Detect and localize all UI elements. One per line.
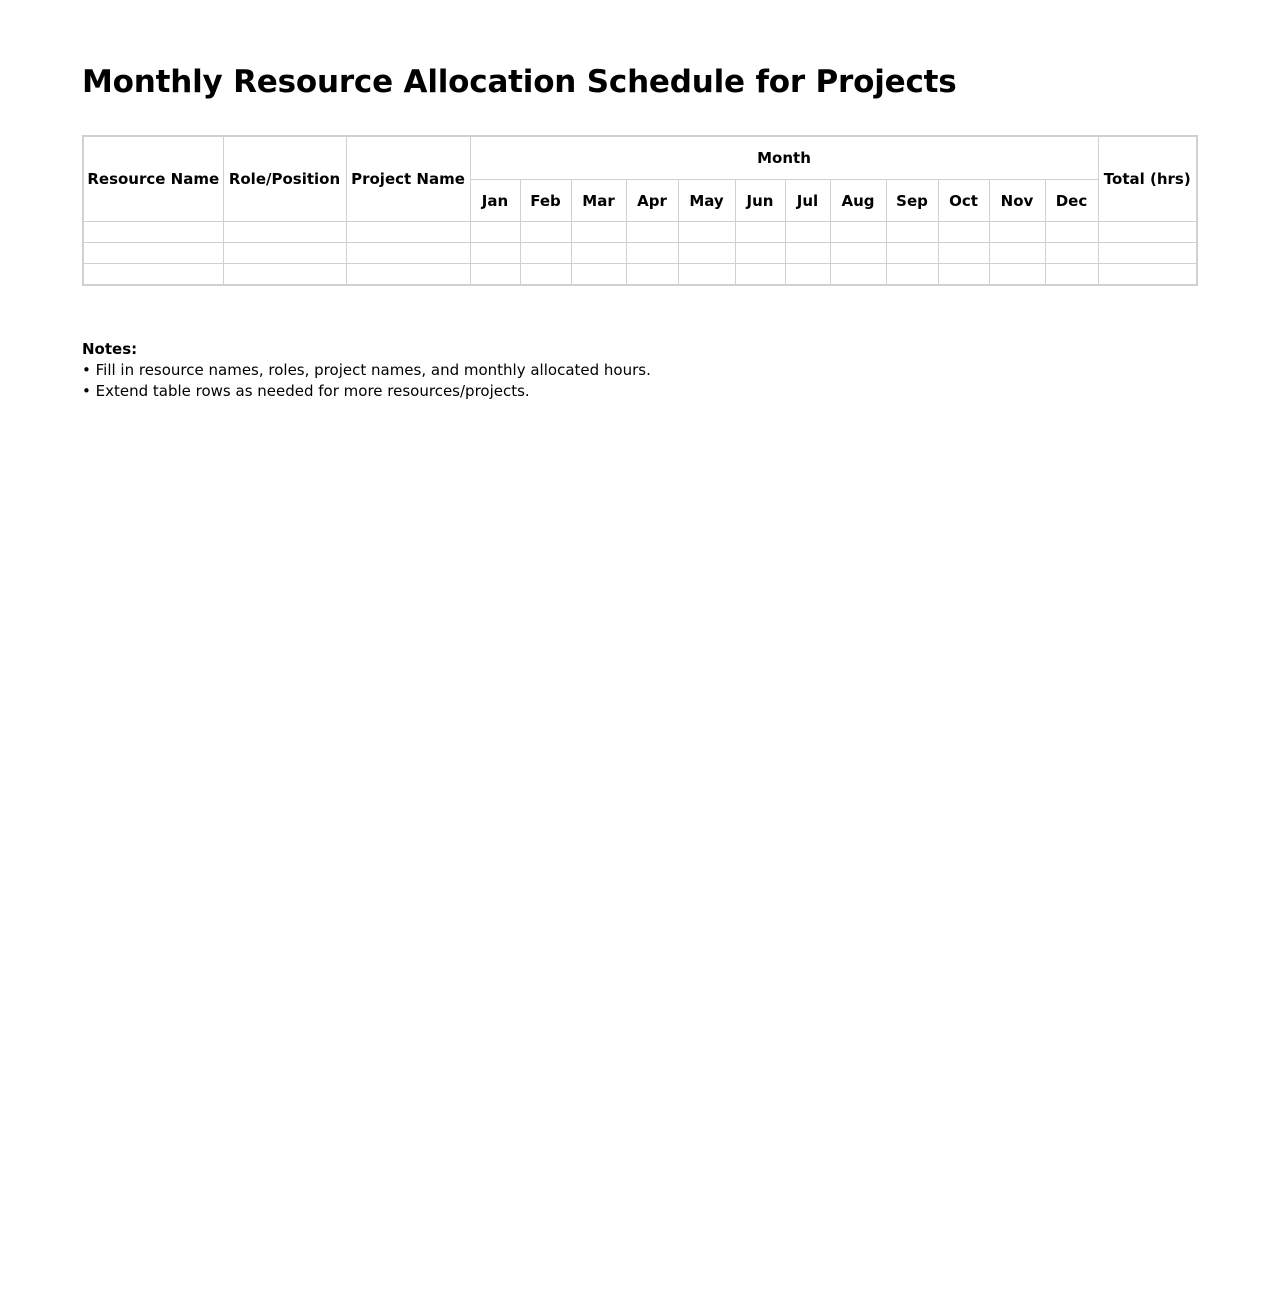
table-cell[interactable] bbox=[938, 222, 989, 243]
table-cell[interactable] bbox=[830, 222, 886, 243]
table-cell[interactable] bbox=[223, 264, 346, 286]
table-cell[interactable] bbox=[1045, 264, 1098, 286]
notes-heading: Notes: bbox=[82, 340, 138, 358]
header-role-position: Role/Position bbox=[223, 136, 346, 222]
table-cell[interactable] bbox=[830, 243, 886, 264]
table-cell[interactable] bbox=[678, 264, 735, 286]
table-cell[interactable] bbox=[571, 243, 626, 264]
header-month-may: May bbox=[678, 180, 735, 222]
table-cell[interactable] bbox=[1098, 222, 1197, 243]
header-resource-name: Resource Name bbox=[83, 136, 223, 222]
table-cell[interactable] bbox=[83, 264, 223, 286]
allocation-table bbox=[82, 135, 1198, 286]
table-cell[interactable] bbox=[626, 264, 678, 286]
header-total-hours: Total (hrs) bbox=[1098, 136, 1197, 222]
table-cell[interactable] bbox=[989, 222, 1045, 243]
header-month-jan: Jan bbox=[470, 180, 520, 222]
table-cell[interactable] bbox=[938, 243, 989, 264]
table-cell[interactable] bbox=[571, 222, 626, 243]
table-cell[interactable] bbox=[223, 243, 346, 264]
header-project-name: Project Name bbox=[346, 136, 470, 222]
header-month-dec: Dec bbox=[1045, 180, 1098, 222]
table-cell[interactable] bbox=[626, 243, 678, 264]
header-month-feb: Feb bbox=[520, 180, 571, 222]
table-cell[interactable] bbox=[938, 264, 989, 286]
header-month-apr: Apr bbox=[626, 180, 678, 222]
table-cell[interactable] bbox=[520, 222, 571, 243]
table-cell[interactable] bbox=[346, 222, 470, 243]
table-cell[interactable] bbox=[886, 243, 938, 264]
note-item: • Fill in resource names, roles, project names, and monthly allocated hours. bbox=[82, 361, 651, 379]
table-cell[interactable] bbox=[678, 243, 735, 264]
header-month-jul: Jul bbox=[785, 180, 830, 222]
table-cell[interactable] bbox=[886, 222, 938, 243]
table-cell[interactable] bbox=[678, 222, 735, 243]
header-month-group: Month bbox=[470, 136, 1098, 180]
header-month-aug: Aug bbox=[830, 180, 886, 222]
table-cell[interactable] bbox=[735, 243, 785, 264]
page-title: Monthly Resource Allocation Schedule for Projects bbox=[82, 64, 957, 100]
table-cell[interactable] bbox=[346, 243, 470, 264]
table-cell[interactable] bbox=[346, 264, 470, 286]
table-cell[interactable] bbox=[470, 243, 520, 264]
table-cell[interactable] bbox=[989, 264, 1045, 286]
table-cell[interactable] bbox=[735, 264, 785, 286]
table-body bbox=[83, 222, 1197, 286]
note-item: • Extend table rows as needed for more resources/projects. bbox=[82, 382, 530, 400]
table-cell[interactable] bbox=[626, 222, 678, 243]
table-cell[interactable] bbox=[785, 222, 830, 243]
table-cell[interactable] bbox=[785, 264, 830, 286]
table-cell[interactable] bbox=[571, 264, 626, 286]
table-cell[interactable] bbox=[1098, 264, 1197, 286]
table-cell[interactable] bbox=[1098, 243, 1197, 264]
table-row bbox=[83, 243, 1197, 264]
table-cell[interactable] bbox=[886, 264, 938, 286]
table-cell[interactable] bbox=[83, 222, 223, 243]
table-cell[interactable] bbox=[785, 243, 830, 264]
table-cell[interactable] bbox=[83, 243, 223, 264]
header-month-jun: Jun bbox=[735, 180, 785, 222]
table-cell[interactable] bbox=[520, 264, 571, 286]
header-month-sep: Sep bbox=[886, 180, 938, 222]
table-cell[interactable] bbox=[989, 243, 1045, 264]
table-row bbox=[83, 222, 1197, 243]
notes-section bbox=[82, 339, 651, 402]
table-cell[interactable] bbox=[735, 222, 785, 243]
table-cell[interactable] bbox=[1045, 243, 1098, 264]
header-month-oct: Oct bbox=[938, 180, 989, 222]
table-row bbox=[83, 264, 1197, 286]
table-cell[interactable] bbox=[830, 264, 886, 286]
table-cell[interactable] bbox=[470, 264, 520, 286]
table-cell[interactable] bbox=[223, 222, 346, 243]
header-month-nov: Nov bbox=[989, 180, 1045, 222]
header-month-mar: Mar bbox=[571, 180, 626, 222]
table-cell[interactable] bbox=[520, 243, 571, 264]
table-cell[interactable] bbox=[470, 222, 520, 243]
table-cell[interactable] bbox=[1045, 222, 1098, 243]
